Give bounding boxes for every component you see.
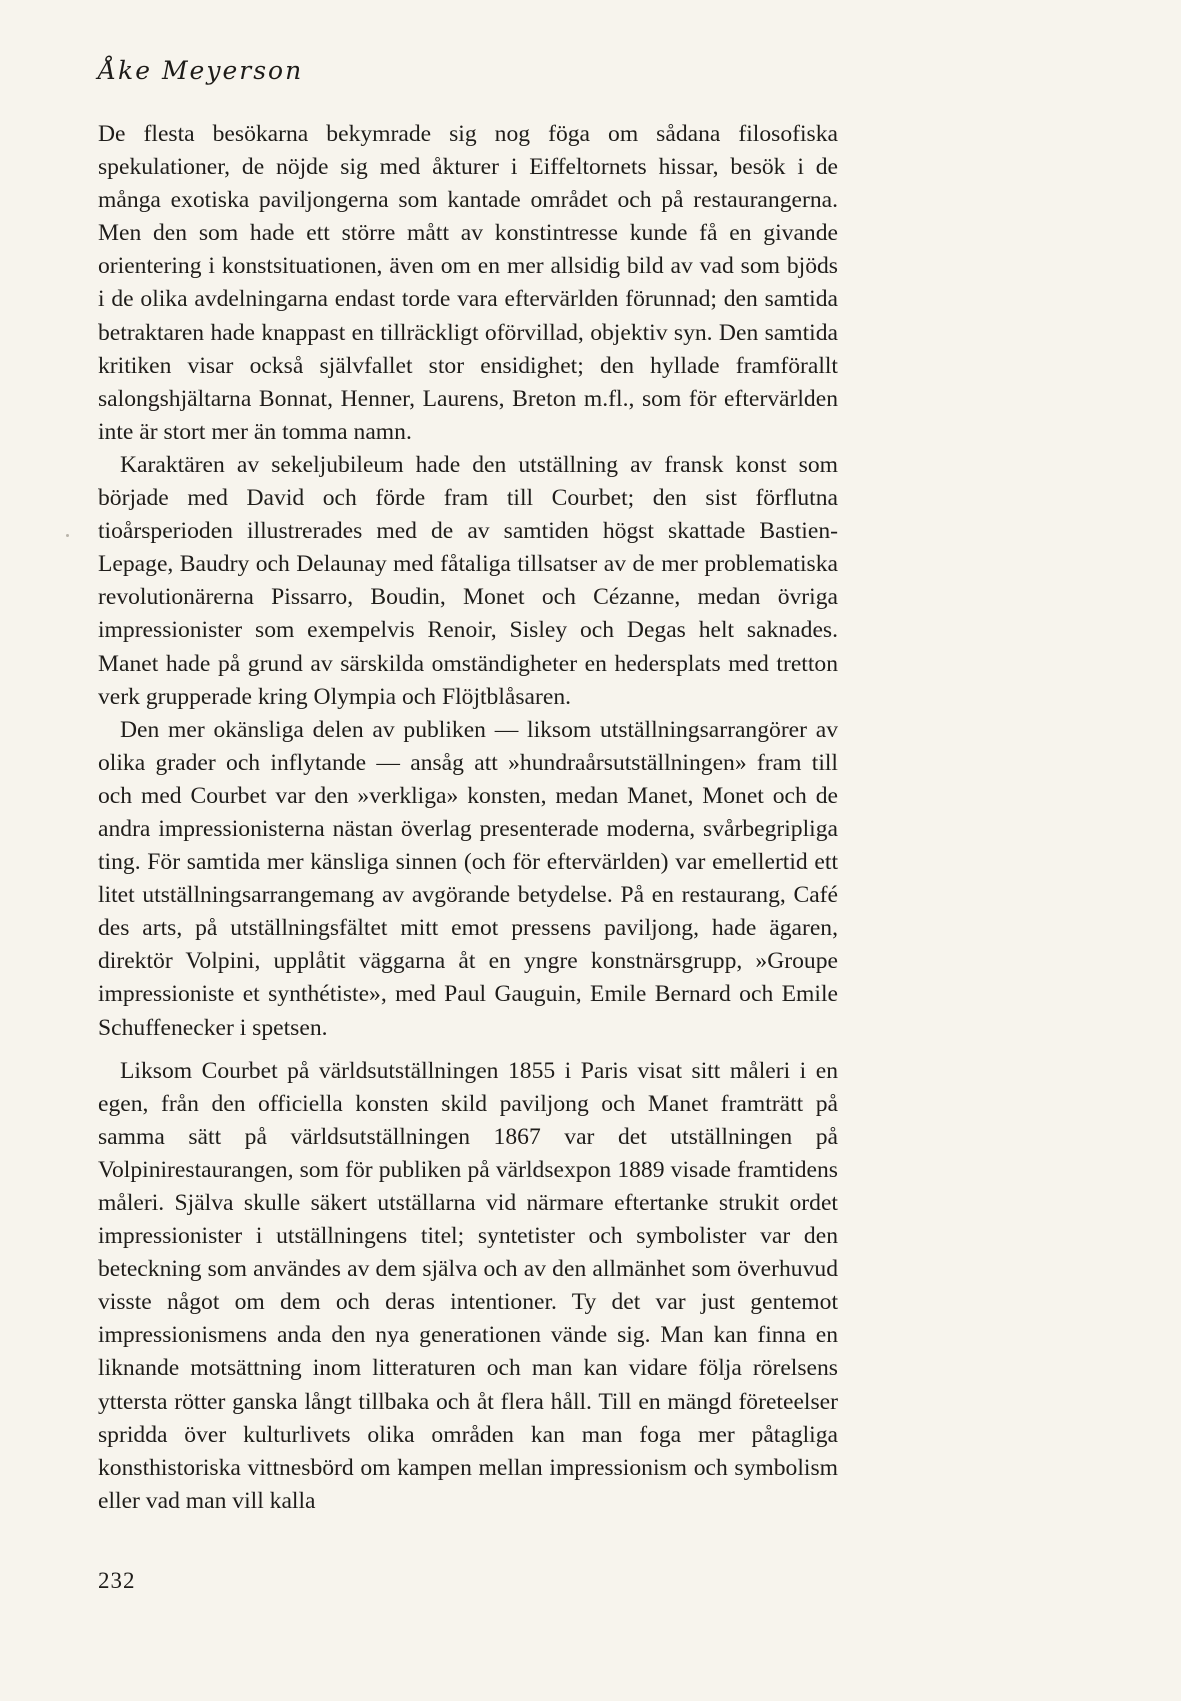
paragraph: Karaktären av sekeljubileum hade den utställning av fransk konst som började med David och förde fram till Courbet; den sist förflutna tioårsperioden illustrerades med de av samtiden högst skattade Bastien-Lepage, Baudry och Delaunay med fåtaliga tillsatser av de mer problematiska revolutionärerna Pissarro, Boudin, Monet och Cézanne, medan övriga impressionister som exempelvis Renoir, Sisley och Degas helt saknades. Manet hade på grund av särskilda omständigheter en hedersplats med tretton verk grupperade kring Olympia och Flöjtblåsaren.	[98, 451, 838, 710]
body-text	[98, 118, 838, 1518]
paragraph: Den mer okänsliga delen av publiken — liksom utställningsarrangörer av olika grader och inflytande — ansåg att »hundraårsutställningen» fram till och med Courbet var den »verkliga» konsten, medan Manet, Monet och de andra impressionisterna nästan överlag presenterade moderna, svårbegripliga ting. För samtida mer känsliga sinnen (och för eftervärlden) var emellertid ett litet utställningsarrangemang av avgörande betydelse. På en restaurang, Café des arts, på utställningsfältet mitt emot pressens paviljong, hade ägaren, direktör Volpini, upplåtit väggarna åt en yngre konstnärsgrupp, »Groupe impressioniste et synthétiste», med Paul Gauguin, Emile Bernard och Emile Schuffenecker i spetsen.	[98, 716, 838, 1041]
paragraph: De flesta besökarna bekymrade sig nog föga om sådana filosofiska spekulationer, de nöjde sig med åkturer i Eiffeltornets hissar, besök i de många exotiska paviljongerna som kantade området och på restaurangerna. Men den som hade ett större mått av konstintresse kunde få en givande orientering i konstsituationen, även om en mer allsidig bild av vad som bjöds i de olika avdelningarna endast torde vara eftervärlden förunnad; den samtida betraktaren hade knappast en tillräckligt oförvillad, objektiv syn. Den samtida kritiken visar också självfallet stor ensidighet; den hyllade framförallt salongshjältarna Bonnat, Henner, Laurens, Breton m.fl., som för eftervärlden inte är stort mer än tomma namn.	[98, 121, 838, 445]
running-head: Åke Meyerson	[98, 56, 304, 85]
page-number: 232	[98, 1568, 136, 1593]
paragraph: Liksom Courbet på världsutställningen 1855 i Paris visat sitt måleri i en egen, från den officiella konsten skild paviljong och Manet framträtt på samma sätt på världsutställningen 1867 var det utställningen på Volpinirestaurangen, som för publiken på världsexpon 1889 visade framtidens måleri. Själva skulle säkert utställarna vid närmare eftertanke strukit ordet impressionister i utställningens titel; syntetister och symbolister var den beteckning som användes av dem själva och av den allmänhet som överhuvud visste något om dem och deras intentioner. Ty det var just gentemot impressionismens anda den nya generationen vände sig. Man kan finna en liknande motsättning inom litteraturen och man kan vidare följa rörelsens yttersta rötter ganska långt tillbaka och åt flera håll. Till en mängd företeelser spridda över kulturlivets olika områden kan man foga mer påtagliga konsthistoriska vittnesbörd om kampen mellan impressionism och symbolism eller vad man vill kalla	[98, 1057, 838, 1514]
margin-speck	[66, 534, 69, 537]
